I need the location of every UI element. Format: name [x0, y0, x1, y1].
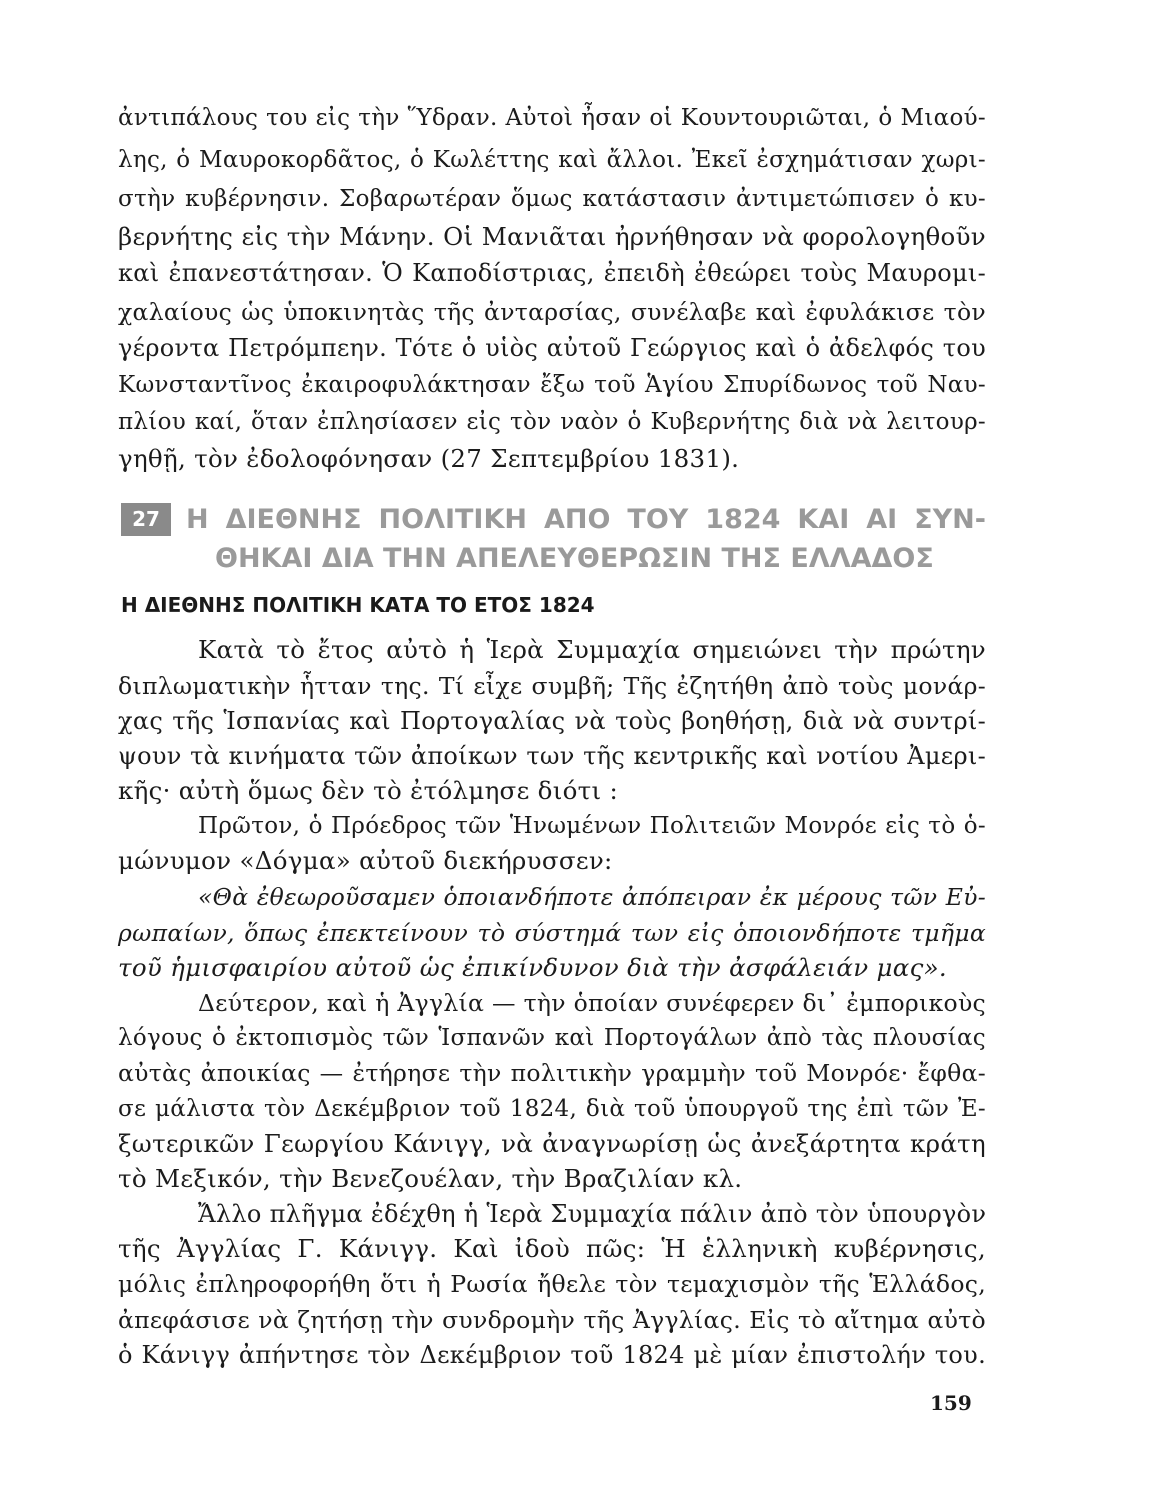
text-line: τὸ Μεξικόν, τὴν Βενεζουέλαν, τὴν Βραζιλίαν κλ.	[118, 1164, 743, 1193]
text-line: ἀπεφάσισε νὰ ζητήσῃ τὴν συνδρομὴν τῆς Ἀγγλίας. Εἰς τὸ αἴτημα αὐτὸ	[118, 1306, 986, 1334]
text-line: γέροντα Πετρόμπεην. Τότε ὁ υἱὸς αὐτοῦ Γεώργιος καὶ ὁ ἀδελφός του	[118, 334, 986, 362]
text-line: κῆς· αὐτὴ ὅμως δὲν τὸ ἐτόλμησε διότι :	[118, 776, 619, 805]
section-number-badge: 27	[121, 503, 171, 536]
text-line: βερνήτης εἰς τὴν Μάνην. Οἱ Μανιᾶται ἠρνήθησαν νὰ φορολογηθοῦν	[118, 222, 986, 251]
text-line: αὐτὰς ἀποικίας — ἐτήρησε τὴν πολιτικὴν γραμμὴν τοῦ Μονρόε· ἔφθα-	[118, 1059, 986, 1087]
text-line: ψουν τὰ κινήματα τῶν ἀποίκων των τῆς κεντρικῆς καὶ νοτίου Ἀμερι-	[118, 742, 986, 770]
page-number: 159	[930, 1391, 972, 1415]
text-line: Κωνσταντῖνος ἐκαιροφυλάκτησαν ἔξω τοῦ Ἁγίου Σπυρίδωνος τοῦ Ναυ-	[118, 372, 986, 398]
text-line: ὁ Κάνιγγ ἀπήντησε τὸν Δεκέμβριον τοῦ 1824 μὲ μίαν ἐπιστολήν του.	[118, 1341, 986, 1369]
text-line: στὴν κυβέρνησιν. Σοβαρωτέραν ὅμως κατάστασιν ἀντιμετώπισεν ὁ κυ-	[118, 186, 986, 212]
text-line: μόλις ἐπληροφορήθη ὅτι ἡ Ρωσία ἤθελε τὸν τεμαχισμὸν τῆς Ἑλλάδος,	[118, 1270, 986, 1298]
quote-line: «Θὰ ἐθεωροῦσαμεν ὁποιανδήποτε ἀπόπειραν ἐκ μέρους τῶν Εὐ-	[198, 883, 986, 911]
text-line: Ἄλλο πλῆγμα ἐδέχθη ἡ Ἱερὰ Συμμαχία πάλιν ἀπὸ τὸν ὑπουργὸν	[198, 1200, 987, 1228]
text-line: Δεύτερον, καὶ ἡ Ἀγγλία — τὴν ὁποίαν συνέφερεν δι᾽ ἐμπορικοὺς	[198, 989, 987, 1017]
text-line: χας τῆς Ἱσπανίας καὶ Πορτογαλίας νὰ τοὺς βοηθήσῃ, διὰ νὰ συντρί-	[118, 707, 986, 735]
quote-line: ρωπαίων, ὅπως ἐπεκτείνουν τὸ σύστημά των εἰς ὁποιονδήποτε τμῆμα	[118, 919, 986, 947]
subheading: Η ΔΙΕΘΝΗΣ ΠΟΛΙΤΙΚΗ ΚΑΤΑ ΤΟ ΕΤΟΣ 1824	[121, 593, 595, 617]
chapter-title-line-1: Η ΔΙΕΘΝΗΣ ΠΟΛΙΤΙΚΗ ΑΠΟ ΤΟΥ 1824 ΚΑΙ ΑΙ ΣΥΝ-	[186, 504, 986, 535]
text-line: λόγους ὁ ἐκτοπισμὸς τῶν Ἱσπανῶν καὶ Πορτογάλων ἀπὸ τὰς πλουσίας	[118, 1025, 986, 1051]
text-line: ξωτερικῶν Γεωργίου Κάνιγγ, νὰ ἀναγνωρίσῃ ὡς ἀνεξάρτητα κράτη	[118, 1129, 986, 1158]
text-line: Κατὰ τὸ ἔτος αὐτὸ ἡ Ἱερὰ Συμμαχία σημειώνει τὴν πρώτην	[198, 635, 986, 664]
text-line: τῆς Ἀγγλίας Γ. Κάνιγγ. Καὶ ἰδοὺ πῶς: Ἡ ἑλληνικὴ κυβέρνησις,	[118, 1234, 986, 1263]
text-line: γηθῇ, τὸν ἐδολοφόνησαν (27 Σεπτεμβρίου 1831).	[118, 444, 740, 473]
quote-line: τοῦ ἡμισφαιρίου αὐτοῦ ὡς ἐπικίνδυνον διὰ τὴν ἀσφάλειάν μας».	[118, 953, 948, 982]
text-line: καὶ ἐπανεστάτησαν. Ὁ Καποδίστριας, ἐπειδὴ ἐθεώρει τοὺς Μαυρομι-	[118, 259, 986, 287]
text-line: πλίου καί, ὅταν ἐπλησίασεν εἰς τὸν ναὸν ὁ Κυβερνήτης διὰ νὰ λειτουρ-	[118, 409, 986, 435]
text-line: διπλωματικὴν ἧτταν της. Τί εἶχε συμβῆ; Τῆς ἐζητήθη ἀπὸ τοὺς μονάρ-	[118, 672, 986, 700]
text-line: χαλαίους ὡς ὑποκινητὰς τῆς ἀνταρσίας, συνέλαβε καὶ ἐφυλάκισε τὸν	[118, 298, 986, 326]
text-line: λης, ὁ Μαυροκορδᾶτος, ὁ Κωλέττης καὶ ἄλλοι. Ἐκεῖ ἐσχημάτισαν χωρι-	[118, 147, 986, 173]
chapter-title-line-2: ΘΗΚΑΙ ΔΙΑ ΤΗΝ ΑΠΕΛΕΥΘΕΡΩΣΙΝ ΤΗΣ ΕΛΛΑΔΟΣ	[215, 543, 934, 574]
text-line: μώνυμον «Δόγμα» αὐτοῦ διεκήρυσσεν:	[118, 846, 613, 875]
text-line: ἀντιπάλους του εἰς τὴν Ὕδραν. Αὐτοὶ ἦσαν οἱ Κουντουριῶται, ὁ Μιαού-	[118, 105, 986, 131]
text-line: σε μάλιστα τὸν Δεκέμβριον τοῦ 1824, διὰ τοῦ ὑπουργοῦ της ἐπὶ τῶν Ἐ-	[118, 1096, 986, 1122]
text-line: Πρῶτον, ὁ Πρόεδρος τῶν Ἡνωμένων Πολιτειῶν Μονρόε εἰς τὸ ὁ-	[198, 813, 986, 839]
